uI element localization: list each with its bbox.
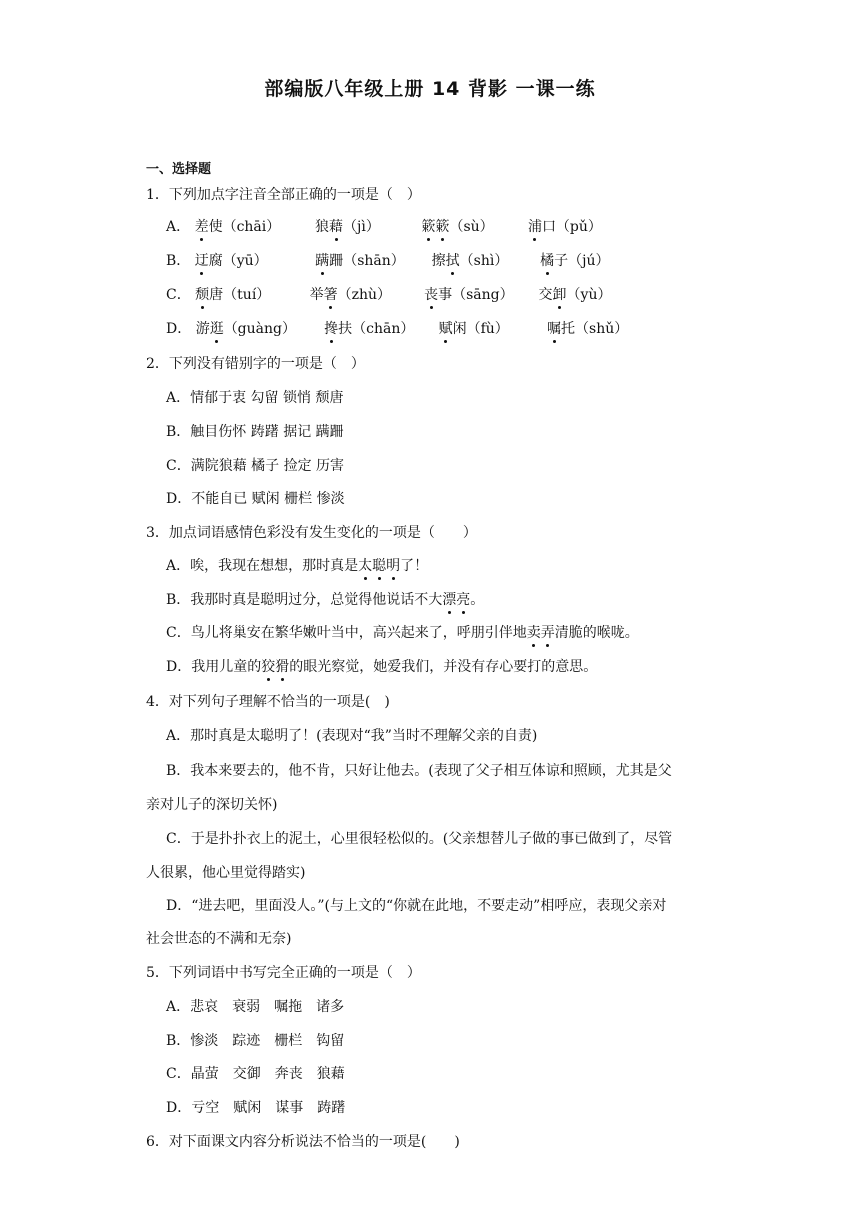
question-6-stem: 6．对下面课文内容分析说法不恰当的一项是( ) (146, 1134, 460, 1150)
q3-option-a: A．唉，我现在想想，那时真是太聪明了！ (166, 558, 429, 574)
page-title: 部编版八年级上册 14 背影 一课一练 (264, 78, 596, 100)
q1-option-b: B． 迂腐（yū） 蹒跚（shān） 擦拭（shì） 橘子（jú） (166, 253, 610, 269)
q4-option-c-line2: 人很累，他心里觉得踏实) (146, 865, 306, 881)
q3-option-b: B．我那时真是聪明过分，总觉得他说话不大漂亮。 (166, 592, 485, 608)
q5-option-c: C．晶萤 交御 奔丧 狼藉 (166, 1066, 345, 1082)
q4-option-b-line2: 亲对儿子的深切关怀) (146, 797, 278, 813)
q4-option-b-line1: B．我本来要去的，他不肯，只好让他去。(表现了父子相互体谅和照顾，尤其是父 (166, 763, 672, 779)
q3-option-c: C．鸟儿将巢安在繁华嫩叶当中，高兴起来了，呼朋引伴地卖弄清脆的喉咙。 (166, 625, 639, 641)
q2-option-a: A．情郁于衷 勾留 锁悄 颓唐 (166, 390, 344, 406)
q4-option-d-line1: D．“进去吧，里面没人。”(与上文的“你就在此地，不要走动”相呼应，表现父亲对 (166, 898, 667, 914)
question-3-stem: 3．加点词语感情色彩没有发生变化的一项是（ ） (146, 525, 477, 541)
q4-option-c-line1: C．于是扑扑衣上的泥土，心里很轻松似的。(父亲想替儿子做的事已做到了，尽管 (166, 831, 673, 847)
q5-option-d: D．亏空 赋闲 谋事 踌躇 (166, 1100, 346, 1116)
section-heading: 一、选择题 (146, 162, 212, 177)
q1-option-a: A． 差使（chāi） 狼藉（jì） 簌簌（sù） 浦口（pǔ） (166, 219, 602, 235)
q2-option-d: D．不能自已 赋闲 栅栏 惨淡 (166, 491, 345, 507)
question-4-stem: 4．对下列句子理解不恰当的一项是( ) (146, 694, 390, 710)
q4-option-d-line2: 社会世态的不满和无奈) (146, 931, 292, 947)
question-1-stem: 1．下列加点字注音全部正确的一项是（ ） (146, 187, 421, 203)
q1-option-c: C． 颓唐（tuí） 举箸（zhù） 丧事（sāng） 交卸（yù） (166, 287, 612, 303)
q2-option-c: C．满院狼藉 橘子 捡定 历害 (166, 458, 345, 474)
q2-option-b: B．触目伤怀 踌躇 据记 蹒跚 (166, 424, 344, 440)
q5-option-b: B．惨淡 踪迹 栅栏 钩留 (166, 1033, 345, 1049)
q3-option-d: D．我用儿童的狡猾的眼光察觉，她爱我们，并没有存心要打的意思。 (166, 659, 598, 675)
question-5-stem: 5．下列词语中书写完全正确的一项是（ ） (146, 965, 421, 981)
q4-option-a: A．那时真是太聪明了！(表现对“我”当时不理解父亲的自责) (166, 728, 538, 744)
q1-option-d: D． 游逛（guàng） 搀扶（chān） 赋闲（fù） 嘱托（shǔ） (166, 321, 629, 337)
q5-option-a: A．悲哀 衰弱 嘱拖 诸多 (166, 999, 345, 1015)
question-2-stem: 2．下列没有错别字的一项是（ ） (146, 356, 365, 372)
